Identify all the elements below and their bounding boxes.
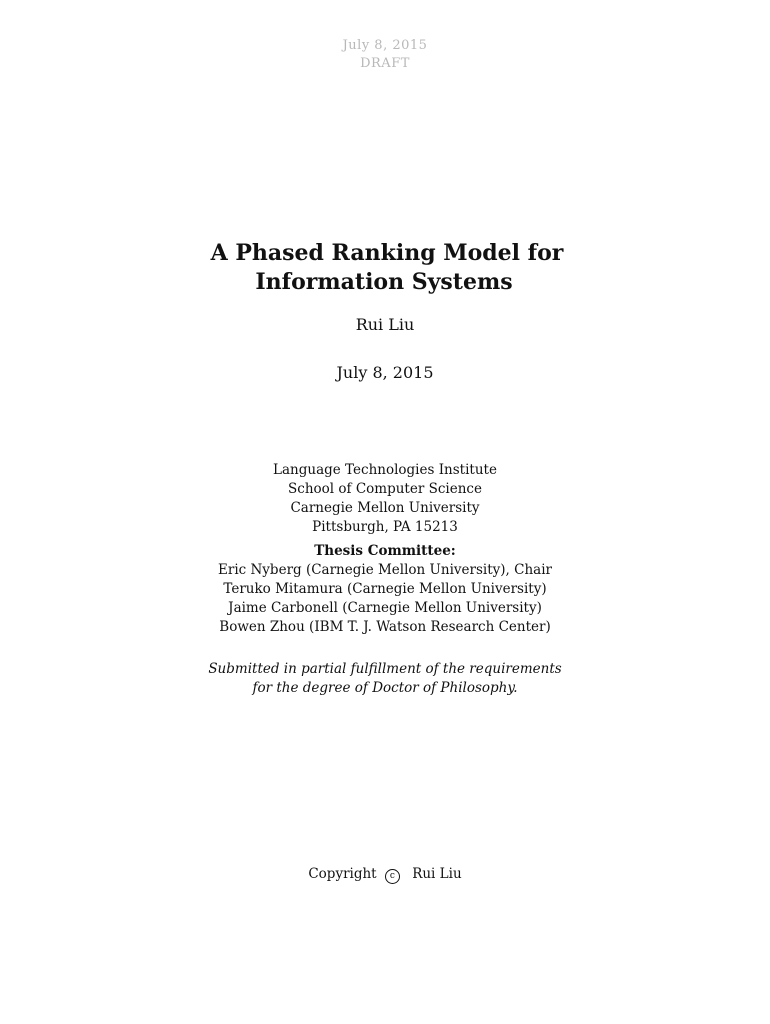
copyright-holder: Rui Liu (412, 866, 462, 882)
submission-statement-line: for the degree of Doctor of Philosophy. (252, 680, 518, 696)
thesis-title-line-2: Information Systems (255, 269, 513, 295)
committee-member: Eric Nyberg (Carnegie Mellon University), Chair (218, 562, 552, 578)
institution-line: Carnegie Mellon University (290, 500, 480, 516)
institution-line: School of Computer Science (288, 481, 482, 497)
author-name: Rui Liu (355, 315, 415, 334)
institution-line: Pittsburgh, PA 15213 (312, 519, 458, 535)
thesis-date: July 8, 2015 (336, 363, 434, 382)
committee-member: Jaime Carbonell (Carnegie Mellon University) (228, 600, 542, 616)
draft-watermark-date: July 8, 2015 (342, 38, 428, 53)
thesis-title-line-1: A Phased Ranking Model for (210, 240, 564, 266)
institution-line: Language Technologies Institute (273, 462, 497, 478)
copyright-label: Copyright (308, 866, 377, 882)
committee-heading: Thesis Committee: (314, 543, 456, 559)
committee-member: Teruko Mitamura (Carnegie Mellon University) (223, 581, 547, 597)
copyright-icon: c (385, 869, 400, 884)
copyright-notice (0, 865, 770, 884)
submission-statement-line: Submitted in partial fulfillment of the requirements (208, 661, 562, 677)
draft-watermark-label: DRAFT (360, 56, 410, 71)
committee-member: Bowen Zhou (IBM T. J. Watson Research Center) (219, 619, 551, 635)
